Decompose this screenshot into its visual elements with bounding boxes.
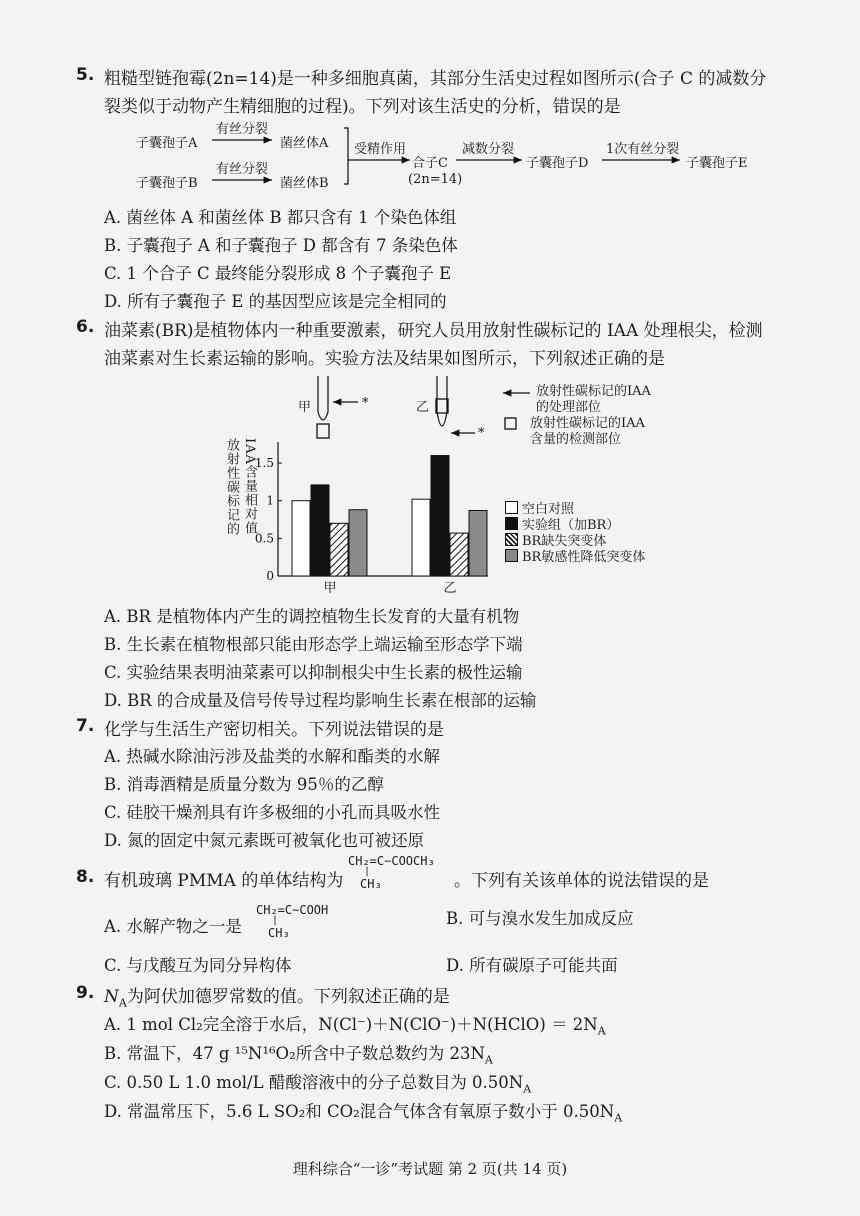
flow-hypha-a: 菌丝体A [280, 136, 329, 151]
page-footer: 理科综合“一诊”考试题 第 2 页(共 14 页) [292, 1160, 568, 1178]
chart-y-tick-label: 1.5 [254, 456, 274, 471]
q9-option-d [104, 1098, 622, 1124]
chart-bar [469, 510, 487, 576]
q9-optB-text: B. 常温下，47 g ¹⁵N¹⁶O₂所含中子数总数约为 23N [104, 1044, 485, 1063]
q9-option-a [104, 1011, 606, 1037]
flow-fertilization: 受精作用 [354, 142, 407, 157]
chart-ylabel-2: IAA含量相对值 [242, 438, 257, 535]
q5-stem-line1: 粗糙型链孢霉(2n=14)是一种多细胞真菌，其部分生活史过程如图所示(合子 C 的减数分 [104, 69, 767, 89]
q9-optC-sub: A [523, 1082, 532, 1096]
q5-number: 5. [76, 65, 95, 85]
q9-optA-text: A. 1 mol Cl₂完全溶于水后，N(Cl⁻)＋N(ClO⁻)＋N(HClO) ＝ 2N [104, 1015, 598, 1034]
chart-category-label: 甲 [323, 581, 337, 596]
diagram-star-jia: * [362, 396, 369, 411]
q8-optA-top: CH₂=C−COOH [256, 903, 329, 917]
q8-monomer-bottom: CH₃ [360, 877, 382, 891]
q8-monomer-top: CH₂=C−COOCH₃ [348, 854, 435, 868]
chart-bar [412, 499, 430, 576]
flow-meiosis: 减数分裂 [462, 142, 515, 157]
flow-one-mitosis: 1次有丝分裂 [606, 142, 680, 157]
chart-bar [292, 501, 310, 576]
diagram-note-detect-2: 含量的检测部位 [530, 432, 622, 447]
q8-monomer-bond: | [364, 866, 371, 877]
q9-na-sub: A [118, 996, 127, 1010]
q9-optB-sub: A [484, 1053, 493, 1067]
legend-swatch-br [505, 517, 518, 530]
q6-stem-line1: 油菜素(BR)是植物体内一种重要激素，研究人员用放射性碳标记的 IAA 处理根尖，检测 [104, 321, 763, 341]
legend-label-br: 实验组（加BR） [522, 518, 620, 533]
chart-bar [431, 456, 449, 576]
chart-bar [349, 510, 367, 576]
chart-ylabel-1: 放射性碳标记的 [224, 438, 239, 536]
q7-option-d: D. 氮的固定中氮元素既可被氧化也可被还原 [104, 831, 425, 850]
flow-mitosis-a: 有丝分裂 [216, 122, 269, 137]
q5-option-b: B. 子囊孢子 A 和子囊孢子 D 都含有 7 条染色体 [104, 236, 458, 255]
q6-option-b: B. 生长素在植物根部只能由形态学上端运输至形态学下端 [104, 635, 523, 654]
q9-optC-text: C. 0.50 L 1.0 mol/L 醋酸溶液中的分子总数目为 0.50N [104, 1073, 524, 1092]
flow-spore-d: 子囊孢子D [526, 156, 589, 171]
flow-mitosis-b: 有丝分裂 [216, 162, 269, 177]
q9-optD-sub: A [614, 1111, 623, 1125]
q8-option-c: C. 与戊酸互为同分异构体 [104, 956, 292, 975]
chart-bar [311, 485, 329, 576]
q6-option-d: D. BR 的合成量及信号传导过程均影响生长素在根部的运输 [104, 691, 537, 710]
q5-option-d: D. 所有子囊孢子 E 的基因型应该是完全相同的 [104, 292, 447, 311]
q7-number: 7. [76, 716, 95, 736]
q8-optA-bottom: CH₃ [268, 926, 290, 940]
q6-option-c: C. 实验结果表明油菜素可以抑制根尖中生长素的极性运输 [104, 663, 523, 682]
diagram-label-yi: 乙 [416, 400, 430, 415]
flow-hypha-b: 菌丝体B [280, 176, 329, 191]
q8-optA-bond: | [272, 915, 279, 926]
q6-bar-chart [220, 430, 500, 600]
q7-option-a: A. 热碱水除油污涉及盐类的水解和酯类的水解 [104, 747, 440, 766]
q9-number: 9. [76, 983, 95, 1003]
q9-optD-text: D. 常温常压下，5.6 L SO₂和 CO₂混合气体含有氧原子数小于 0.50N [104, 1102, 615, 1121]
chart-bar [330, 523, 348, 576]
q6-number: 6. [76, 317, 95, 337]
legend-swatch-deficient [505, 533, 518, 546]
legend-insensitive [505, 546, 645, 565]
diagram-star-yi: * [478, 426, 485, 441]
q8-option-b: B. 可与溴水发生加成反应 [446, 909, 634, 928]
legend-label-insensitive: BR敏感性降低突变体 [522, 550, 646, 565]
diagram-label-jia: 甲 [298, 400, 312, 415]
q7-stem: 化学与生活生产密切相关。下列说法错误的是 [104, 720, 444, 740]
q6-option-a: A. BR 是植物体内产生的调控植物生长发育的大量有机物 [104, 607, 520, 626]
diagram-note-detect-1: 放射性碳标记的IAA [530, 416, 645, 431]
q7-option-c: C. 硅胶干燥剂具有许多极细的小孔而具吸水性 [104, 803, 441, 822]
q5-option-a: A. 菌丝体 A 和菌丝体 B 都只含有 1 个染色体组 [104, 208, 457, 227]
legend-swatch-insensitive [505, 549, 518, 562]
flow-spore-a: 子囊孢子A [136, 136, 198, 151]
q9-na-symbol: N [104, 987, 119, 1007]
flow-zygote-ploidy: (2n=14) [408, 172, 463, 187]
q8-option-a: A. 水解产物之一是 [104, 917, 242, 936]
q8-stem-a: 有机玻璃 PMMA 的单体结构为 [104, 871, 344, 891]
q9-stem [104, 982, 450, 1009]
q6-stem-line2: 油菜素对生长素运输的影响。实验方法及结果如图所示，下列叙述正确的是 [104, 349, 665, 369]
legend-label-deficient: BR缺失突变体 [522, 534, 607, 549]
q7-option-b: B. 消毒酒精是质量分数为 95％的乙醇 [104, 775, 384, 794]
diagram-note-treat-1: 放射性碳标记的IAA [536, 384, 651, 399]
flow-zygote: 合子C [412, 156, 448, 171]
chart-y-tick-label: 0 [266, 569, 274, 583]
diagram-note-treat-2: 的处理部位 [536, 400, 602, 415]
chart-bar [450, 533, 468, 576]
q8-number: 8. [76, 867, 95, 887]
q9-optA-sub: A [597, 1024, 606, 1038]
q5-option-c: C. 1 个合子 C 最终能分裂形成 8 个子囊孢子 E [104, 264, 452, 283]
legend-swatch-control [505, 501, 518, 514]
chart-category-label: 乙 [443, 581, 457, 596]
q5-stem-line2: 裂类似于动物产生精细胞的过程)。下列对该生活史的分析，错误的是 [104, 97, 621, 117]
q9-option-c [104, 1069, 531, 1095]
chart-y-tick-label: 0.5 [254, 531, 274, 546]
legend-label-control: 空白对照 [522, 502, 575, 517]
q8-option-d: D. 所有碳原子可能共面 [446, 956, 618, 975]
flow-spore-e: 子囊孢子E [686, 156, 748, 171]
flow-spore-b: 子囊孢子B [136, 176, 198, 191]
q9-option-b [104, 1040, 493, 1066]
q8-stem-b: 。下列有关该单体的说法错误的是 [454, 871, 709, 891]
q9-stem-text: 为阿伏加德罗常数的值。下列叙述正确的是 [126, 987, 450, 1007]
chart-y-tick-label: 1 [266, 493, 274, 508]
